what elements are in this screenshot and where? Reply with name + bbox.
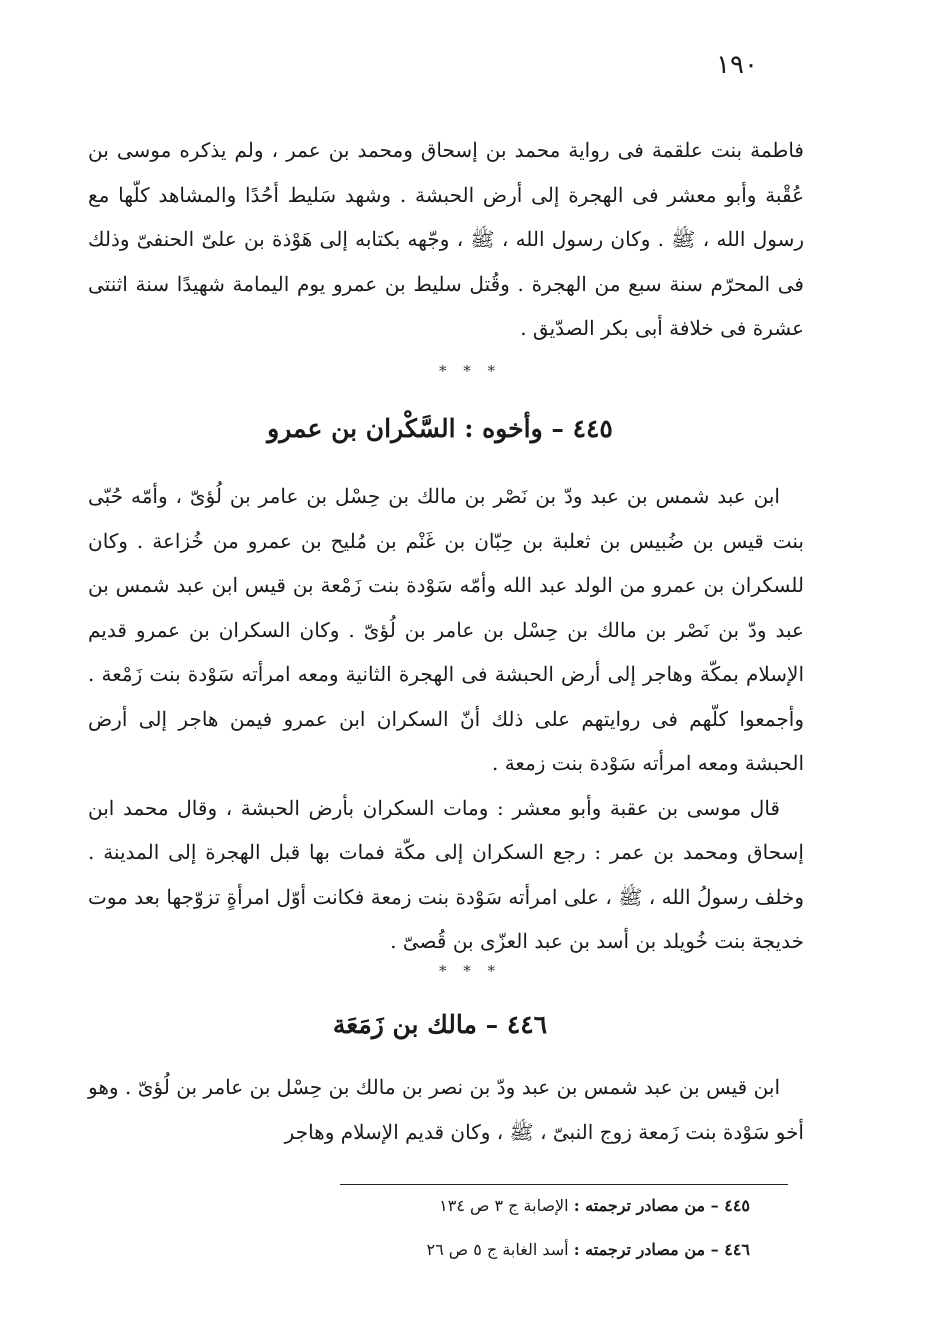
section-separator: * * * bbox=[438, 962, 502, 980]
footnote-label: ٤٤٥ – من مصادر ترجمته : bbox=[573, 1196, 750, 1215]
footnote-text: أسد الغابة ج ٥ ص ٢٦ bbox=[426, 1240, 569, 1259]
footnote-445 bbox=[439, 1196, 750, 1215]
footnote-divider bbox=[340, 1184, 788, 1185]
paragraph: ابن عبد شمس بن عبد ودّ بن نَصْر بن مالك بن حِسْل بن عامر بن لُؤىّ ، وأمّه حُبّى بنت قيس بن ضُبيس بن ثعلبة بن حِبّان بن غَنْم بن مُليح بن عمرو من خُزاعة . وكان للسكران بن عمرو من الولد عبد الله وأمّه سَوْدة بنت زَمْعة بن قيس ابن عبد شمس بن عبد ودّ بن نَصْر بن مالك بن حِسْل بن عامر بن لُؤىّ . وكان السكران بن عمرو قديم الإسلام بمكّة وهاجر إلى أرض الحبشة فى الهجرة الثانية ومعه امرأته سَوْدة بنت زَمْعة . وأجمعوا كلّهم فى روايتهم على ذلك أنّ السكران ابن عمرو فيمن هاجر إلى أرض الحبشة ومعه امرأته سَوْدة بنت زمعة . bbox=[88, 484, 804, 775]
paragraph: قال موسى بن عقبة وأبو معشر : ومات السكران بأرض الحبشة ، وقال محمد ابن إسحاق ومحمد بن عمر : رجع السكران إلى مكّة فمات بها قبل الهجرة إلى المدينة . وخلف رسولُ الله ، ﷺ ، على امرأته سَوْدة بنت زمعة فكانت أوّل امرأةٍ تزوّجها بعد موت خديجة بنت خُويلد بن أسد بن عبد العزّى بن قُصىّ . bbox=[88, 795, 804, 953]
paragraph: ابن قيس بن عبد شمس بن عبد ودّ بن نصر بن مالك بن حِسْل بن عامر بن لُؤىّ . وهو أخو سَوْدة بنت زَمعة زوج النبىّ ، ﷺ ، وكان قديم الإسلام وهاجر bbox=[88, 1075, 804, 1144]
top-paragraph-block bbox=[88, 128, 804, 351]
section-separator: * * * bbox=[438, 362, 502, 380]
entry-heading-446: ٤٤٦ – مالك بن زَمَعَة bbox=[332, 1010, 548, 1039]
paragraph: فاطمة بنت علقمة فى رواية محمد بن إسحاق ومحمد بن عمر ، ولم يذكره موسى بن عُقْبة وأبو معشر فى الهجرة إلى أرض الحبشة . وشهد سَليط أحُدًا والمشاهد كلّها مع رسول الله ، ﷺ . وكان رسول الله ، ﷺ ، وجّهه بكتابه إلى هَوْذة بن علىّ الحنفىّ وذلك فى المحرّم سنة سبع من الهجرة . وقُتل سليط بن عمرو يوم اليمامة شهيدًا سنة اثنتى عشرة فى خلافة أبى بكر الصدّيق . bbox=[88, 138, 804, 340]
entry-445-body bbox=[88, 474, 804, 964]
entry-heading-445: ٤٤٥ – وأخوه : السَّكْران بن عمرو bbox=[267, 414, 613, 443]
footnote-label: ٤٤٦ – من مصادر ترجمته : bbox=[573, 1240, 750, 1259]
footnote-446 bbox=[427, 1240, 750, 1259]
entry-446-body bbox=[88, 1065, 804, 1154]
page-number: ١٩٠ bbox=[716, 50, 758, 80]
footnote-text: الإصابة ج ٣ ص ١٣٤ bbox=[439, 1196, 569, 1215]
